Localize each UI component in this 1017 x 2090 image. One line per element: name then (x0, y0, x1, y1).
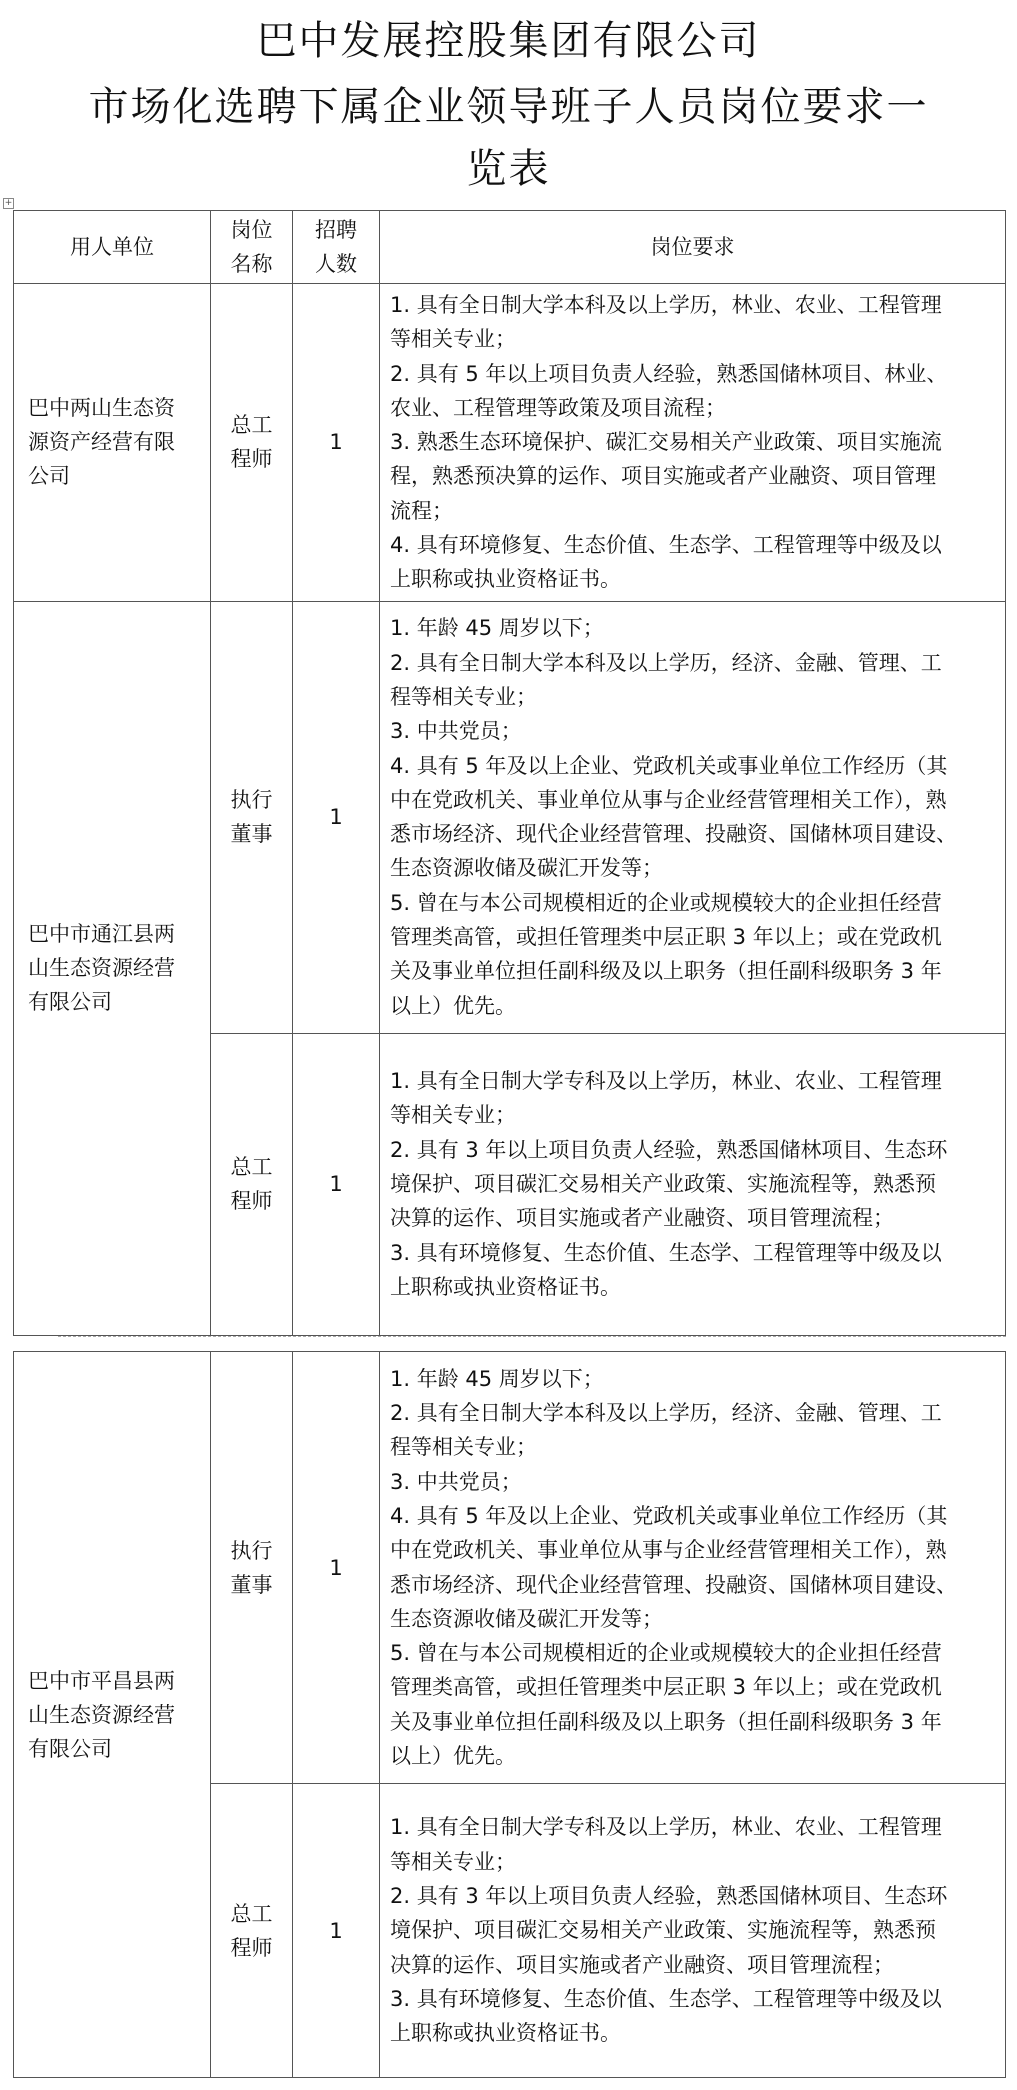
position-cell: 执行 董事 (211, 1352, 293, 1784)
count-cell: 1 (293, 284, 380, 602)
count-cell: 1 (293, 1352, 380, 1784)
header-position: 岗位 名称 (211, 211, 293, 284)
title-line-3: 览表 (466, 146, 551, 192)
unit-cell: 巴中两山生态资 源资产经营有限 公司 (14, 284, 211, 602)
table-row (14, 601, 1006, 1033)
header-count: 招聘 人数 (293, 211, 380, 284)
requirements-cell: 1. 年龄 45 周岁以下； 2. 具有全日制大学本科及以上学历，经济、金融、管理、工 程等相关专业； 3. 中共党员； 4. 具有 5 年及以上企业、党政机关或事业单位工作经历（其 中在党政机关、事业单位从事与企业经营管理相关工作），熟 悉市场经济、现代企业经营管理、投融资、国储林项目建设、 生态资源收储及碳汇开发等； 5. 曾在与本公司规模相近的企业或规模较大的企业担任经营 管理类高管，或担任管理类中层正职 3 年以上；或在党政机 关及事业单位担任副科级及以上职务（担任副科级职务 3 年 以上）优先。 (380, 601, 1006, 1033)
table-row (14, 1352, 1006, 1784)
position-cell: 总工 程师 (211, 1784, 293, 2078)
count-cell: 1 (293, 601, 380, 1033)
requirements-cell: 1. 具有全日制大学专科及以上学历，林业、农业、工程管理 等相关专业； 2. 具有 3 年以上项目负责人经验，熟悉国储林项目、生态环 境保护、项目碳汇交易相关产业政策、实施流程等，熟悉预 决算的运作、项目实施或者产业融资、项目管理流程； 3. 具有环境修复、生态价值、生态学、工程管理等中级及以 上职称或执业资格证书。 (380, 1033, 1006, 1335)
header-requirements: 岗位要求 (380, 211, 1006, 284)
title-line-1: 巴中发展控股集团有限公司 (256, 18, 761, 64)
requirements-cell: 1. 具有全日制大学专科及以上学历，林业、农业、工程管理 等相关专业； 2. 具有 3 年以上项目负责人经验，熟悉国储林项目、生态环 境保护、项目碳汇交易相关产业政策、实施流程等，熟悉预 决算的运作、项目实施或者产业融资、项目管理流程； 3. 具有环境修复、生态价值、生态学、工程管理等中级及以 上职称或执业资格证书。 (380, 1784, 1006, 2078)
positions-table-part-1 (13, 210, 1006, 1336)
position-cell: 总工 程师 (211, 1033, 293, 1335)
unit-cell: 巴中市平昌县两 山生态资源经营 有限公司 (14, 1352, 211, 2078)
title-line-2: 市场化选聘下属企业领导班子人员岗位要求一 (88, 84, 929, 130)
count-cell: 1 (293, 1784, 380, 2078)
positions-table-part-2 (13, 1351, 1006, 2078)
table-header-row (14, 211, 1006, 284)
header-unit: 用人单位 (14, 211, 211, 284)
page-break-divider (58, 1336, 1006, 1337)
requirements-cell: 1. 具有全日制大学本科及以上学历，林业、农业、工程管理 等相关专业； 2. 具有 5 年以上项目负责人经验，熟悉国储林项目、林业、 农业、工程管理等政策及项目流程； 3. 熟悉生态环境保护、碳汇交易相关产业政策、项目实施流 程，熟悉预决算的运作、项目实施或者产业融资、项目管理 流程； 4. 具有环境修复、生态价值、生态学、工程管理等中级及以 上职称或执业资格证书。 (380, 284, 1006, 602)
table-move-handle-icon[interactable]: + (4, 198, 13, 208)
position-cell: 总工 程师 (211, 284, 293, 602)
count-cell: 1 (293, 1033, 380, 1335)
unit-cell: 巴中市通江县两 山生态资源经营 有限公司 (14, 601, 211, 1335)
position-cell: 执行 董事 (211, 601, 293, 1033)
table-row (14, 284, 1006, 602)
requirements-cell: 1. 年龄 45 周岁以下； 2. 具有全日制大学本科及以上学历，经济、金融、管理、工 程等相关专业； 3. 中共党员； 4. 具有 5 年及以上企业、党政机关或事业单位工作经历（其 中在党政机关、事业单位从事与企业经营管理相关工作），熟 悉市场经济、现代企业经营管理、投融资、国储林项目建设、 生态资源收储及碳汇开发等； 5. 曾在与本公司规模相近的企业或规模较大的企业担任经营 管理类高管，或担任管理类中层正职 3 年以上；或在党政机 关及事业单位担任副科级及以上职务（担任副科级职务 3 年 以上）优先。 (380, 1352, 1006, 1784)
